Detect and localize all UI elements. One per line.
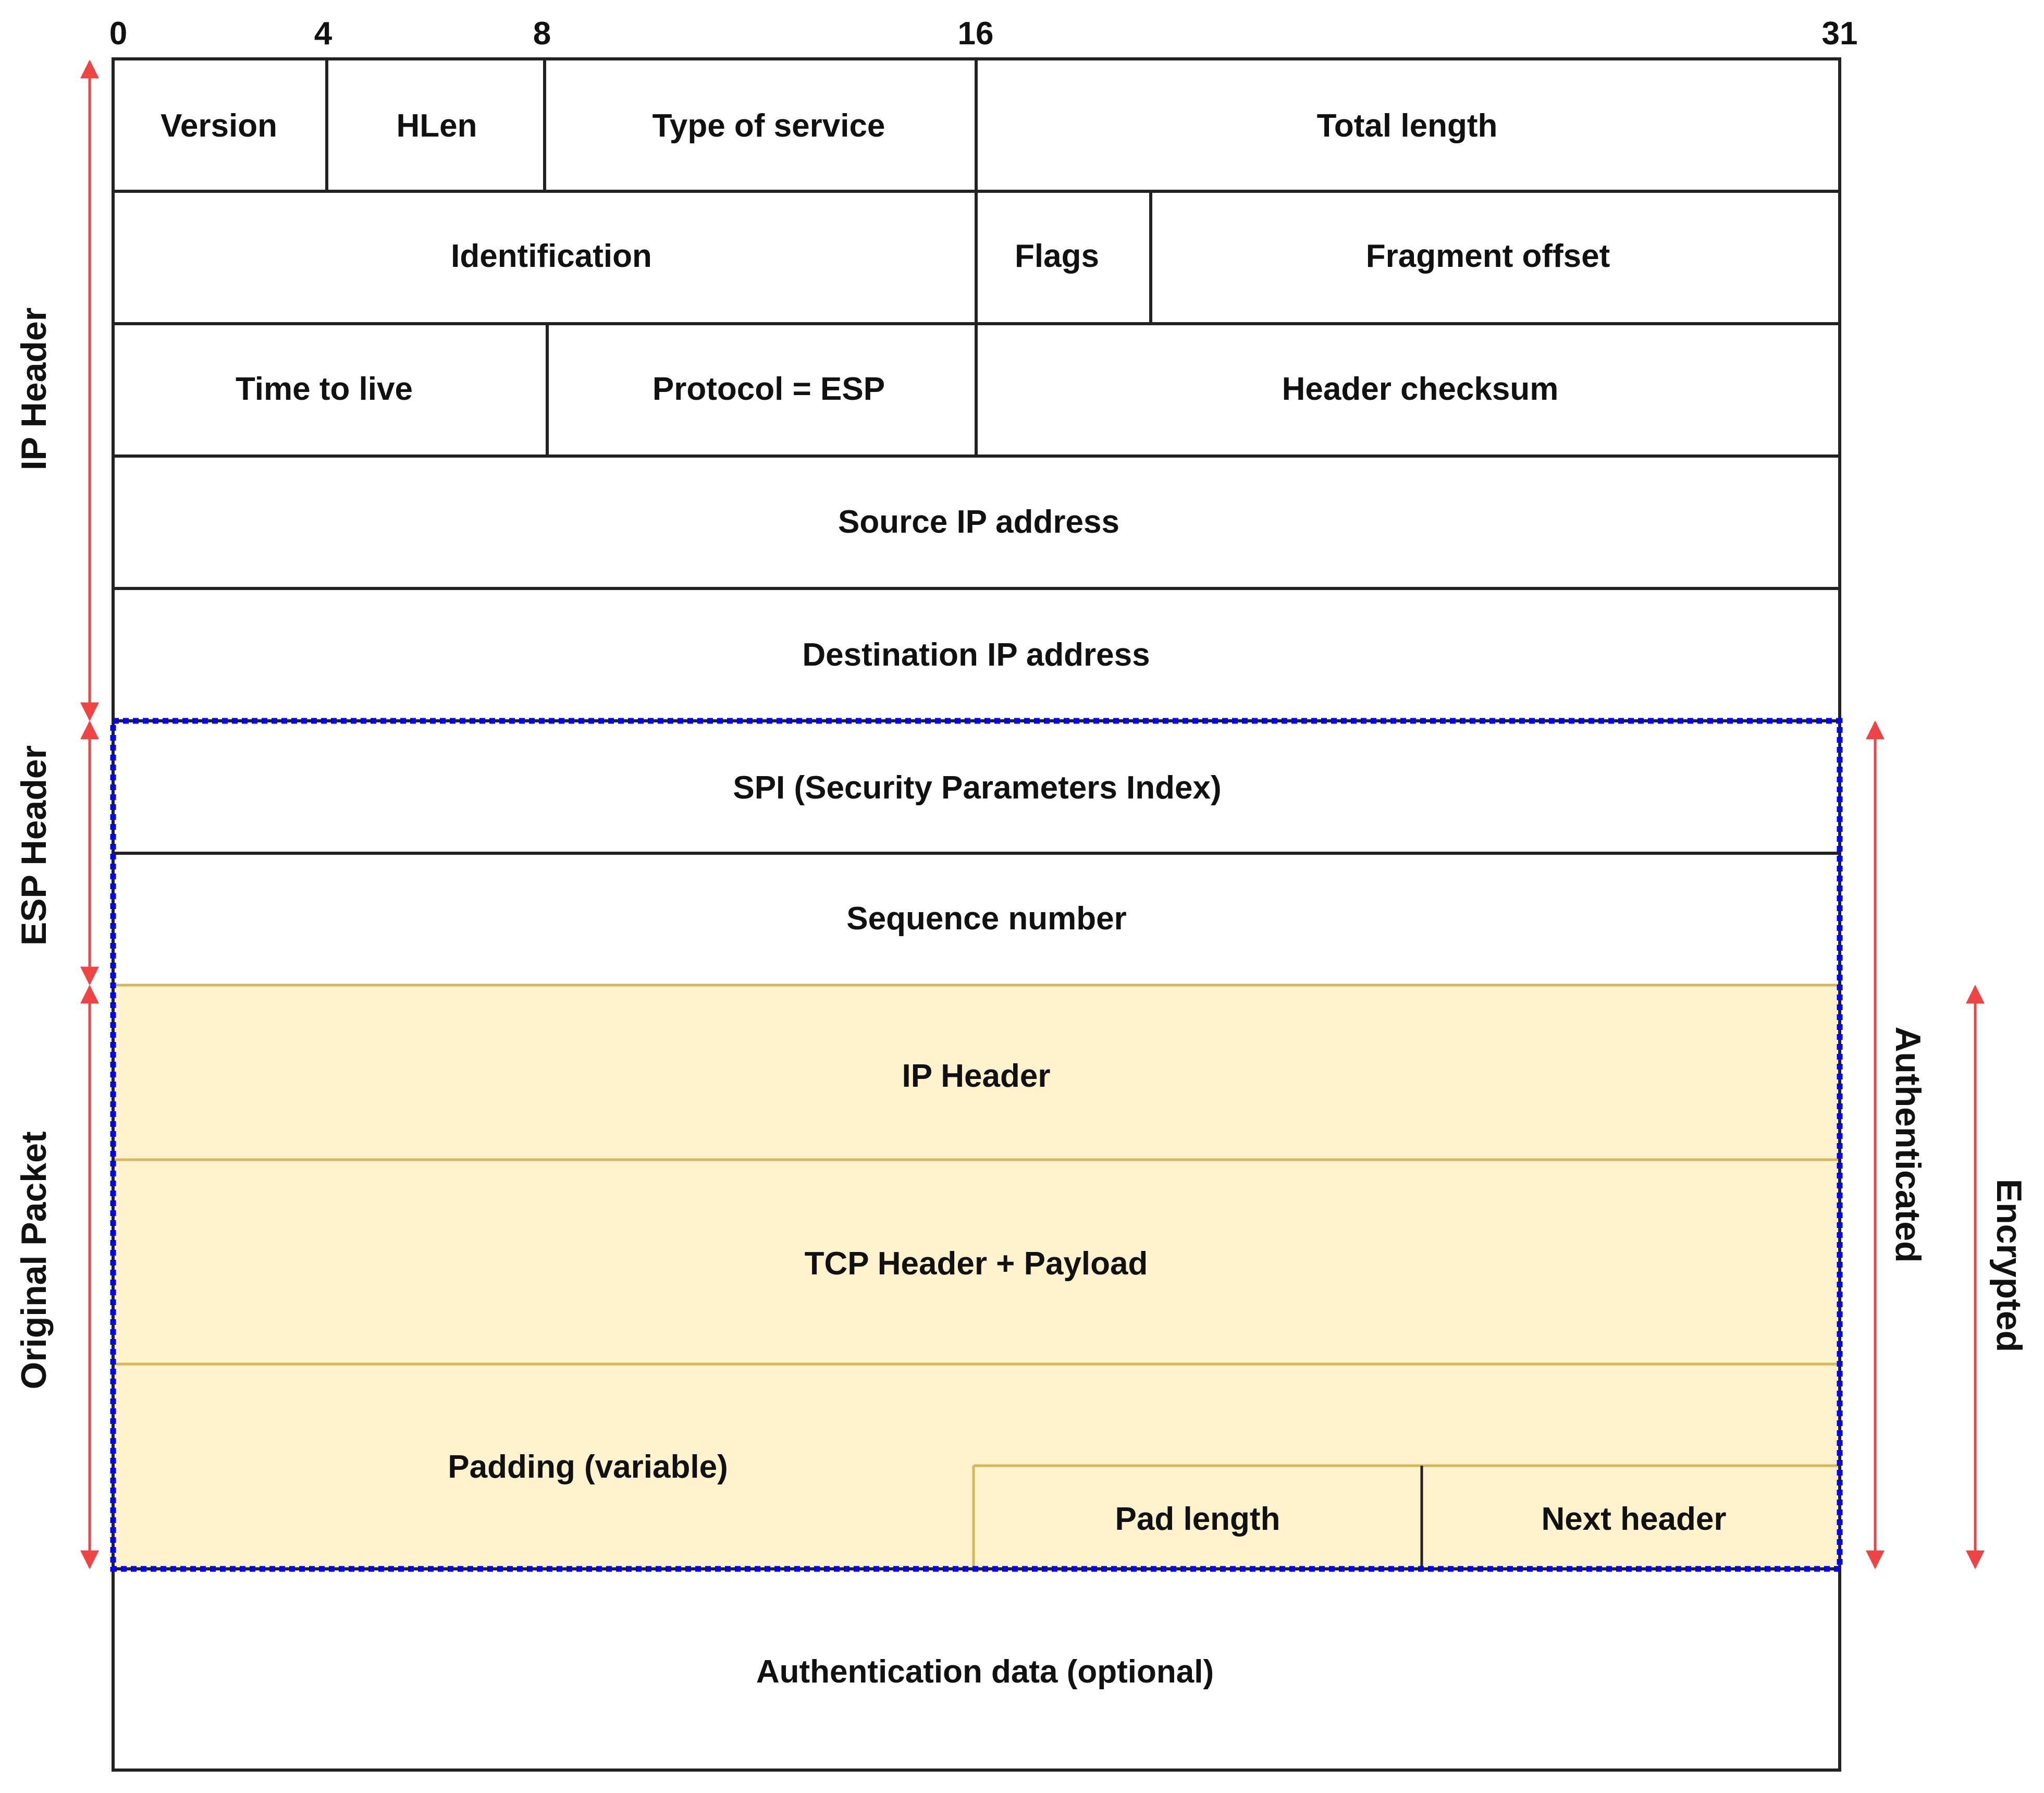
bit-tick-16: 16 [957,16,994,52]
side-label-authenticated: Authenticated [1888,1026,1928,1263]
field-tcp-payload: TCP Header + Payload [804,1246,1148,1282]
field-identification: Identification [451,238,652,274]
field-padding: Padding (variable) [448,1449,728,1485]
field-hlen: HLen [396,108,477,144]
field-total-length: Total length [1316,108,1498,144]
field-time-to-live: Time to live [236,371,413,407]
field-sequence-number: Sequence number [846,901,1127,937]
field-spi: SPI (Security Parameters Index) [733,770,1222,806]
bit-tick-0: 0 [109,16,128,52]
side-label-ip-header: IP Header [14,307,54,471]
field-protocol: Protocol = ESP [652,371,885,407]
field-next-header: Next header [1541,1501,1727,1537]
field-type-of-service: Type of service [652,108,885,144]
field-source-ip: Source IP address [838,504,1119,540]
field-authentication-data: Authentication data (optional) [756,1654,1214,1690]
side-label-encrypted: Encrypted [1989,1178,2029,1353]
side-label-original-packet: Original Packet [14,1131,54,1390]
field-pad-length: Pad length [1115,1501,1280,1537]
field-version: Version [161,108,277,144]
bit-tick-31: 31 [1821,16,1858,52]
bit-tick-8: 8 [533,16,551,52]
field-inner-ip-header: IP Header [902,1058,1051,1094]
bit-tick-4: 4 [314,16,333,52]
field-flags: Flags [1015,238,1099,274]
field-header-checksum: Header checksum [1282,371,1559,407]
field-destination-ip: Destination IP address [802,637,1150,673]
side-label-esp-header: ESP Header [14,745,54,946]
bit-ruler [109,16,1858,52]
field-fragment-offset: Fragment offset [1365,238,1610,274]
